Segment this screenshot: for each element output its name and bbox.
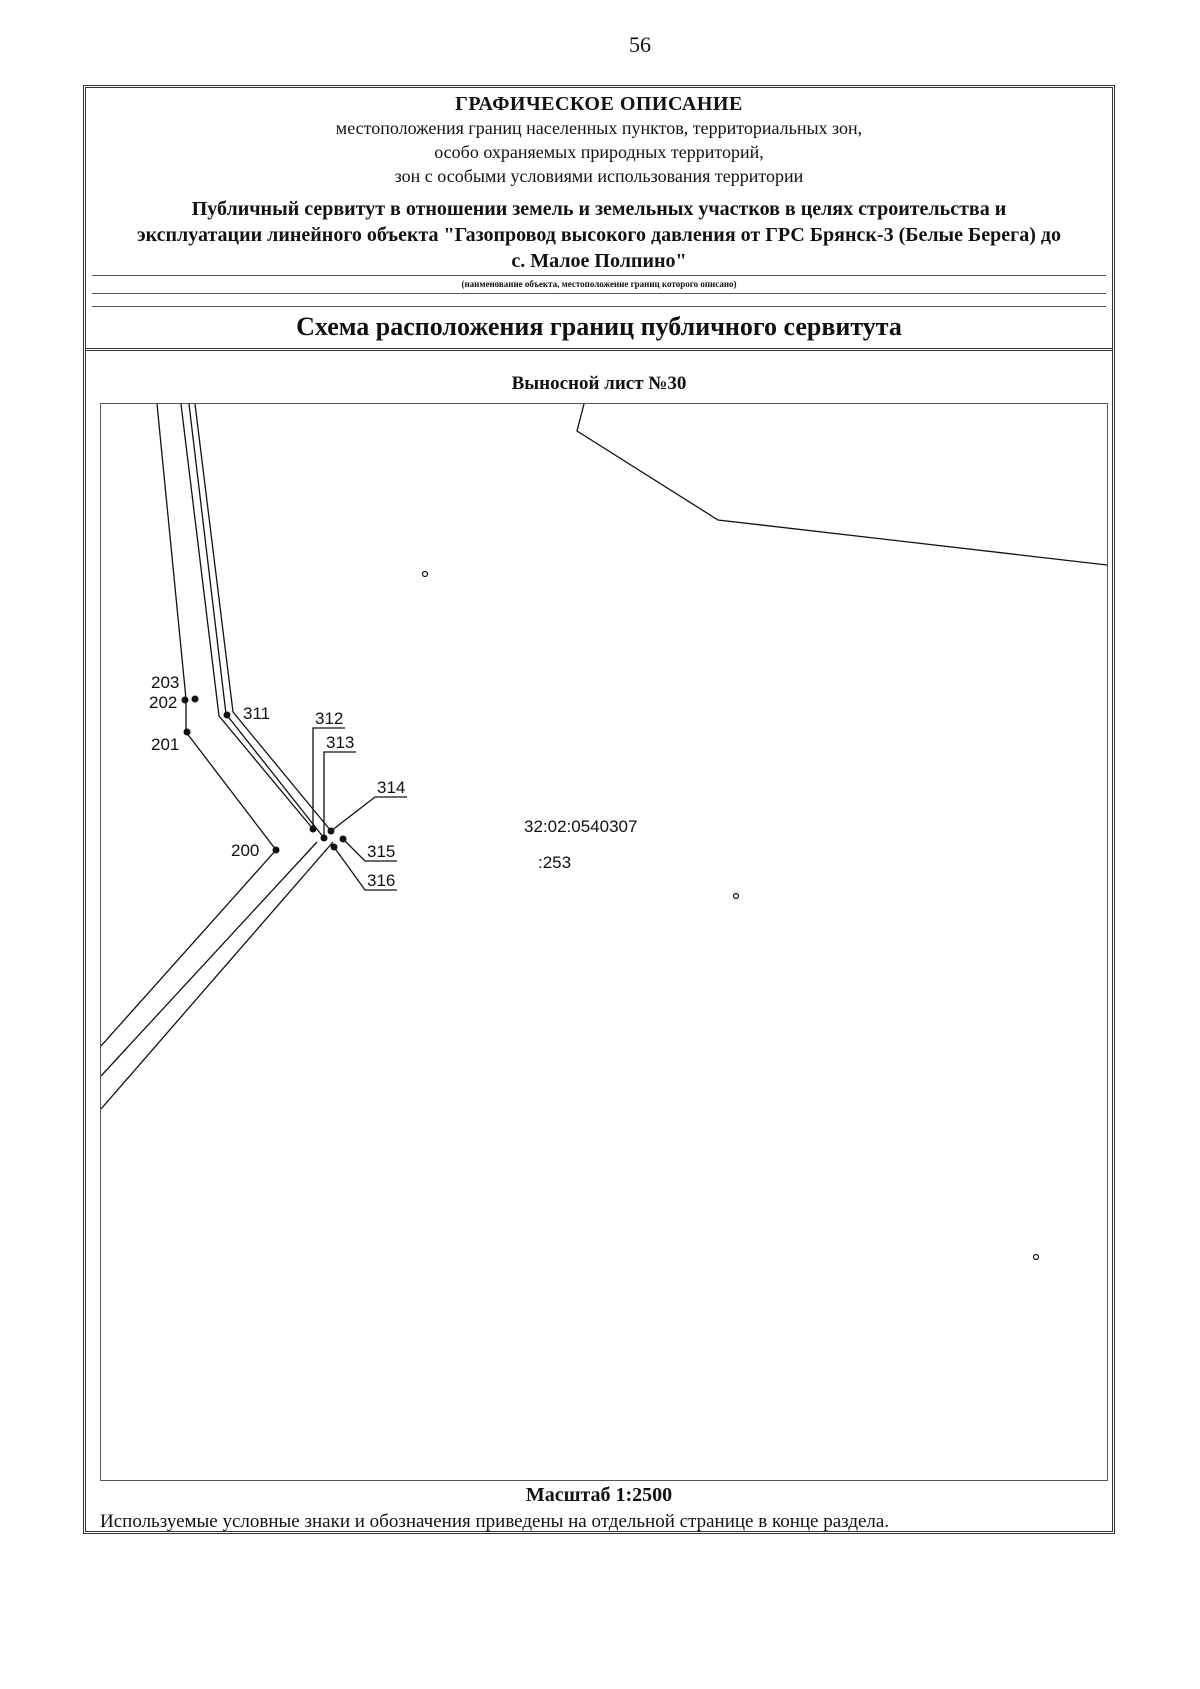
parcel-label: 32:02:0540307 xyxy=(524,817,638,836)
parcel-boundary-line xyxy=(577,404,1107,565)
divider xyxy=(92,306,1106,307)
leader-313 xyxy=(324,752,356,838)
point-200 xyxy=(273,847,280,854)
point-203 xyxy=(192,696,199,703)
servitude-line-lower-1 xyxy=(101,842,317,1076)
boundary-line-200-203 xyxy=(101,404,276,1046)
scheme-map xyxy=(100,403,1108,1481)
survey-mark xyxy=(1034,1255,1039,1260)
point-311 xyxy=(224,712,231,719)
scheme-title: Схема расположения границ публичного сервитута xyxy=(296,312,902,341)
point-label-316: 316 xyxy=(367,871,396,890)
document-title: ГРАФИЧЕСКОЕ ОПИСАНИЕ xyxy=(455,93,743,115)
scheme-section xyxy=(86,348,1112,1531)
point-315 xyxy=(340,836,347,843)
point-label-200: 200 xyxy=(231,841,260,860)
servitude-line-mid xyxy=(189,404,324,838)
point-label-203: 203 xyxy=(151,673,180,692)
servitude-line-lower-2 xyxy=(101,842,333,1109)
subtitle-line-1: местоположения границ населенных пунктов, территориальных зон, xyxy=(335,118,863,138)
point-label-202: 202 xyxy=(149,693,178,712)
object-name: Публичный сервитут в отношении земель и земельных участков в целях строительства и эксплуатации линейного объекта "Газопровод высокого давления от ГРС Брянск-3 (Белые Берега) до с. Малое Полпино" xyxy=(136,198,1062,272)
servitude-line-outer xyxy=(181,404,313,829)
survey-mark xyxy=(734,894,739,899)
point-label-313: 313 xyxy=(326,733,355,752)
subtitle-line-2: особо охраняемых природных территорий, xyxy=(434,142,764,162)
document-frame xyxy=(83,85,1115,1534)
divider xyxy=(92,275,1106,276)
header-block xyxy=(86,88,1112,273)
page-number: 56 xyxy=(629,32,651,57)
point-label-201: 201 xyxy=(151,735,180,754)
subtitle-line-3: зон с особыми условиями использования территории xyxy=(394,166,804,186)
sheet-title: Выносной лист №30 xyxy=(511,373,687,394)
point-label-314: 314 xyxy=(377,778,406,797)
point-313 xyxy=(321,835,328,842)
divider xyxy=(92,293,1106,294)
point-label-311: 311 xyxy=(243,704,271,723)
object-caption: (наименование объекта, местоположение границ которого описано) xyxy=(461,279,737,289)
point-label-312: 312 xyxy=(315,709,344,728)
point-314 xyxy=(328,828,335,835)
point-312 xyxy=(310,826,317,833)
servitude-line-inner xyxy=(195,404,331,831)
legend-note: Используемые условные знаки и обозначения приведены на отдельной странице в конце раздела. xyxy=(100,1511,890,1532)
point-202 xyxy=(182,697,189,704)
survey-mark xyxy=(423,572,428,577)
sub-parcel-label: :253 xyxy=(538,853,572,872)
scale-label: Масштаб 1:2500 xyxy=(525,1484,673,1506)
point-201 xyxy=(184,729,191,736)
leader-314 xyxy=(331,797,407,831)
map-drawing xyxy=(101,404,1107,1480)
point-label-315: 315 xyxy=(367,842,396,861)
point-316 xyxy=(331,844,338,851)
